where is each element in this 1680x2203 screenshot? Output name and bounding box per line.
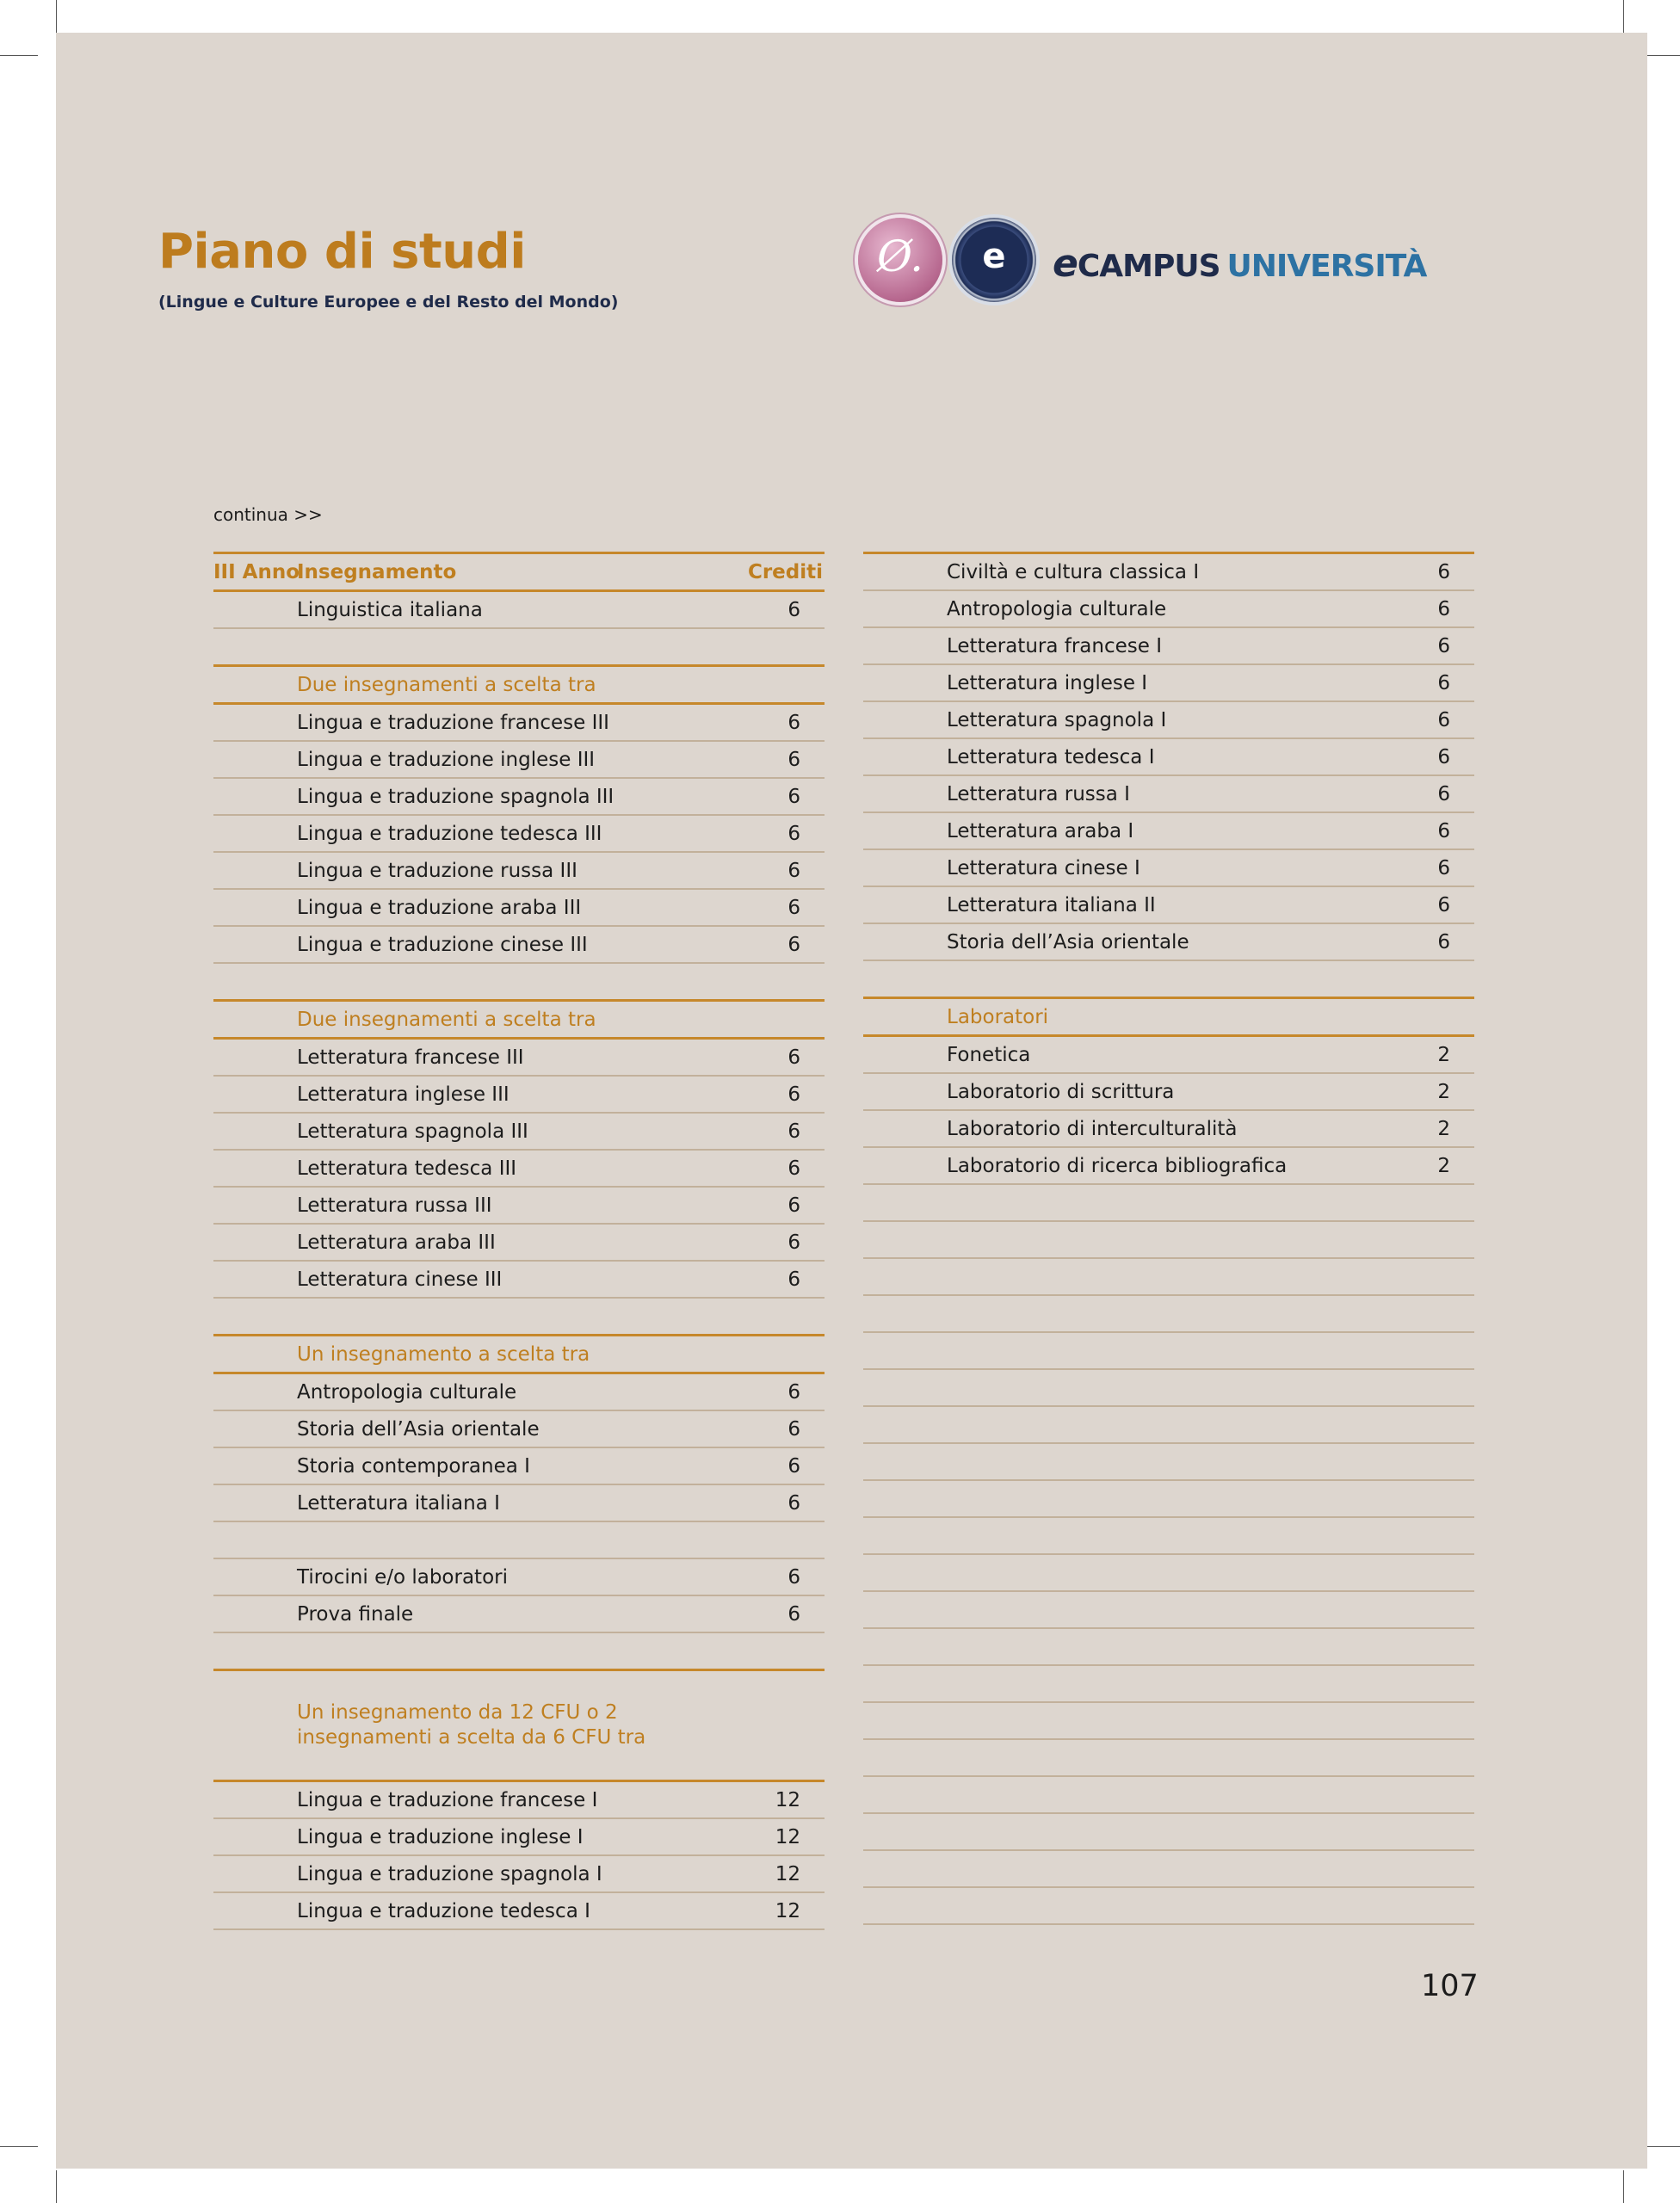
empty-cell	[1388, 1776, 1474, 1813]
page	[56, 33, 1647, 2169]
empty-row	[863, 1591, 1474, 1628]
empty-cell	[1388, 1258, 1474, 1295]
course-credits	[738, 963, 825, 1001]
course-name: Lingua e traduzione francese I	[213, 1781, 738, 1819]
course-name: Letteratura cinese I	[863, 849, 1388, 886]
course-credits: 6	[1388, 849, 1474, 886]
course-credits: 6	[1388, 738, 1474, 775]
empty-row	[863, 1369, 1474, 1406]
empty-cell	[1388, 1184, 1474, 1221]
empty-row	[863, 1813, 1474, 1850]
course-credits	[738, 1001, 825, 1039]
course-name: Letteratura russa I	[863, 775, 1388, 812]
table-row	[213, 741, 825, 778]
table-row	[213, 1892, 825, 1929]
course-name: Lingua e traduzione inglese III	[213, 741, 738, 778]
course-name: Lingua e traduzione russa III	[213, 852, 738, 889]
empty-row	[863, 1517, 1474, 1554]
course-name: Laboratorio di interculturalità	[863, 1110, 1388, 1147]
empty-cell	[1388, 1591, 1474, 1628]
empty-cell	[1388, 1517, 1474, 1554]
course-credits: 6	[738, 1595, 825, 1632]
course-name	[213, 963, 738, 1001]
course-name: Laboratorio di scrittura	[863, 1073, 1388, 1110]
empty-row	[863, 1295, 1474, 1332]
table-row	[213, 1632, 825, 1670]
course-name: Lingua e traduzione cinese III	[213, 926, 738, 963]
table-row	[213, 778, 825, 815]
table-row	[863, 590, 1474, 627]
crop-mark	[1623, 0, 1624, 33]
course-name: Lingua e traduzione spagnola I	[213, 1855, 738, 1892]
course-credits: 6	[738, 1187, 825, 1224]
empty-cell	[863, 1480, 1388, 1517]
empty-cell	[863, 1406, 1388, 1443]
table-row	[863, 553, 1474, 591]
course-credits	[1388, 960, 1474, 998]
course-credits: 6	[738, 1558, 825, 1595]
course-name	[213, 1298, 738, 1336]
year-header: III Anno	[213, 561, 300, 583]
course-name: Letteratura francese I	[863, 627, 1388, 664]
empty-row	[863, 1184, 1474, 1221]
course-name: Letteratura araba III	[213, 1224, 738, 1261]
wordmark-campus: CAMPUS	[1077, 249, 1220, 284]
course-name: Lingua e traduzione tedesca I	[213, 1892, 738, 1929]
course-credits: 6	[738, 815, 825, 852]
course-name: Civiltà e cultura classica I	[863, 553, 1388, 591]
table-row	[213, 1410, 825, 1447]
logo-group	[858, 218, 1478, 312]
course-credits: 6	[738, 1076, 825, 1113]
empty-cell	[863, 1332, 1388, 1369]
crop-mark	[56, 0, 57, 33]
course-credits: 6	[738, 1410, 825, 1447]
table-row	[213, 1150, 825, 1187]
section-heading: Un insegnamento da 12 CFU o 2 insegnamenti a scelta da 6 CFU tra	[213, 1670, 738, 1781]
course-name: Letteratura cinese III	[213, 1261, 738, 1298]
empty-cell	[1388, 1480, 1474, 1517]
table-row	[863, 923, 1474, 960]
course-name: Letteratura inglese III	[213, 1076, 738, 1113]
table-row	[213, 1447, 825, 1484]
course-credits: 6	[738, 852, 825, 889]
empty-row	[863, 1776, 1474, 1813]
ecampus-wordmark	[1053, 242, 1426, 286]
table-row	[213, 1076, 825, 1113]
empty-cell	[1388, 1702, 1474, 1739]
table-row	[213, 1855, 825, 1892]
continued-label: continua >>	[213, 504, 323, 525]
page-subtitle: (Lingue e Culture Europee e del Resto del Mondo)	[158, 293, 619, 312]
empty-cell	[863, 1258, 1388, 1295]
table-row	[213, 926, 825, 963]
table-row	[213, 628, 825, 666]
course-credits: 12	[738, 1892, 825, 1929]
course-credits: 6	[738, 704, 825, 742]
course-name	[213, 628, 738, 666]
course-credits: 6	[1388, 553, 1474, 591]
table-header-row	[213, 553, 825, 591]
course-name: Laboratorio di ricerca bibliografica	[863, 1147, 1388, 1184]
empty-cell	[863, 1295, 1388, 1332]
course-credits	[738, 1521, 825, 1558]
section-heading-row	[213, 666, 825, 704]
crop-mark	[56, 2170, 57, 2203]
course-credits: 6	[1388, 812, 1474, 849]
table-row	[863, 775, 1474, 812]
table-row	[863, 849, 1474, 886]
table-row	[213, 1039, 825, 1077]
wordmark-e: e	[1053, 242, 1078, 286]
table-row	[213, 889, 825, 926]
course-credits: 6	[1388, 627, 1474, 664]
empty-cell	[863, 1591, 1388, 1628]
course-name: Letteratura inglese I	[863, 664, 1388, 701]
study-plan-table-right	[863, 552, 1474, 1925]
section-heading-row	[213, 1001, 825, 1039]
empty-cell	[1388, 1221, 1474, 1258]
course-name: Lingua e traduzione spagnola III	[213, 778, 738, 815]
course-credits: 2	[1388, 1147, 1474, 1184]
table-row	[863, 1036, 1474, 1074]
empty-row	[863, 1406, 1474, 1443]
crop-mark	[0, 55, 38, 56]
course-credits: 6	[738, 591, 825, 629]
empty-cell	[863, 1221, 1388, 1258]
empty-row	[863, 1221, 1474, 1258]
empty-cell	[1388, 1850, 1474, 1887]
empty-cell	[863, 1850, 1388, 1887]
course-name: Storia dell’Asia orientale	[213, 1410, 738, 1447]
empty-row	[863, 1887, 1474, 1924]
course-name: Letteratura spagnola III	[213, 1113, 738, 1150]
course-name: Letteratura italiana II	[863, 886, 1388, 923]
course-name: Lingua e traduzione inglese I	[213, 1818, 738, 1855]
empty-cell	[863, 1887, 1388, 1924]
course-credits: 6	[1388, 775, 1474, 812]
course-name: Antropologia culturale	[863, 590, 1388, 627]
course-credits: 6	[738, 778, 825, 815]
empty-cell	[1388, 1665, 1474, 1702]
credits-header: Crediti	[738, 553, 825, 591]
table-row	[863, 738, 1474, 775]
university-seal-logo	[858, 218, 942, 302]
course-name: Letteratura tedesca I	[863, 738, 1388, 775]
empty-cell	[863, 1184, 1388, 1221]
empty-cell	[863, 1554, 1388, 1591]
table-row	[213, 1113, 825, 1150]
empty-row	[863, 1702, 1474, 1739]
empty-cell	[863, 1628, 1388, 1665]
course-name: Antropologia culturale	[213, 1373, 738, 1411]
table-row	[213, 963, 825, 1001]
course-credits: 6	[738, 889, 825, 926]
seal-glyph: e	[982, 237, 1006, 276]
course-header-cell	[213, 553, 738, 591]
section-heading-row	[213, 1336, 825, 1373]
empty-row	[863, 1850, 1474, 1887]
section-heading: Due insegnamenti a scelta tra	[213, 666, 738, 704]
course-name: Fonetica	[863, 1036, 1388, 1074]
empty-row	[863, 1332, 1474, 1369]
course-credits: 6	[1388, 590, 1474, 627]
course-credits: 6	[738, 1484, 825, 1521]
course-credits: 6	[1388, 923, 1474, 960]
course-credits	[738, 1670, 825, 1781]
empty-cell	[1388, 1887, 1474, 1924]
course-name: Linguistica italiana	[213, 591, 738, 629]
course-credits: 6	[738, 1113, 825, 1150]
course-credits	[1388, 998, 1474, 1036]
course-credits: 12	[738, 1781, 825, 1819]
empty-cell	[863, 1665, 1388, 1702]
course-name: Tirocini e/o laboratori	[213, 1558, 738, 1595]
section-heading-row	[213, 1670, 825, 1781]
table-row	[213, 815, 825, 852]
empty-cell	[863, 1517, 1388, 1554]
course-credits	[738, 1632, 825, 1670]
course-credits	[738, 1336, 825, 1373]
table-row	[213, 1818, 825, 1855]
course-credits: 2	[1388, 1110, 1474, 1147]
course-credits: 6	[738, 1224, 825, 1261]
empty-cell	[1388, 1295, 1474, 1332]
course-name: Lingua e traduzione tedesca III	[213, 815, 738, 852]
course-credits	[738, 1298, 825, 1336]
empty-cell	[1388, 1443, 1474, 1480]
course-credits: 2	[1388, 1036, 1474, 1074]
empty-cell	[1388, 1739, 1474, 1776]
course-credits: 6	[1388, 664, 1474, 701]
wordmark-universita: UNIVERSITÀ	[1226, 249, 1427, 284]
empty-cell	[863, 1702, 1388, 1739]
table-row	[863, 886, 1474, 923]
table-row	[213, 1781, 825, 1819]
empty-cell	[1388, 1406, 1474, 1443]
study-plan-table-left	[213, 552, 825, 1930]
course-credits: 6	[1388, 886, 1474, 923]
empty-row	[863, 1258, 1474, 1295]
course-header: Insegnamento	[297, 560, 457, 583]
course-name	[213, 1521, 738, 1558]
course-credits: 6	[738, 1447, 825, 1484]
course-credits: 2	[1388, 1073, 1474, 1110]
course-credits	[738, 628, 825, 666]
empty-cell	[863, 1369, 1388, 1406]
table-row	[213, 1224, 825, 1261]
seal-glyph: Ø.	[877, 231, 923, 281]
empty-cell	[1388, 1369, 1474, 1406]
course-credits: 12	[738, 1818, 825, 1855]
empty-cell	[863, 1813, 1388, 1850]
table-row	[213, 1298, 825, 1336]
course-name	[213, 1632, 738, 1670]
course-name: Storia dell’Asia orientale	[863, 923, 1388, 960]
course-name	[863, 960, 1388, 998]
ecampus-seal-logo	[952, 218, 1036, 302]
table-row	[863, 627, 1474, 664]
course-credits: 6	[738, 1150, 825, 1187]
table-row	[863, 1147, 1474, 1184]
course-credits	[738, 666, 825, 704]
crop-mark	[1642, 2146, 1680, 2147]
table-row	[213, 1484, 825, 1521]
empty-row	[863, 1628, 1474, 1665]
table-row	[863, 960, 1474, 998]
table-row	[213, 852, 825, 889]
course-credits: 12	[738, 1855, 825, 1892]
table-row	[213, 1187, 825, 1224]
course-credits: 6	[738, 741, 825, 778]
section-heading: Due insegnamenti a scelta tra	[213, 1001, 738, 1039]
table-row	[863, 701, 1474, 738]
empty-row	[863, 1665, 1474, 1702]
table-row	[213, 591, 825, 629]
table-row	[863, 1073, 1474, 1110]
course-name: Prova finale	[213, 1595, 738, 1632]
table-row	[213, 1558, 825, 1595]
course-credits: 6	[738, 926, 825, 963]
empty-cell	[1388, 1628, 1474, 1665]
empty-row	[863, 1739, 1474, 1776]
empty-cell	[1388, 1554, 1474, 1591]
course-name: Lingua e traduzione araba III	[213, 889, 738, 926]
course-name: Letteratura italiana I	[213, 1484, 738, 1521]
section-heading: Laboratori	[863, 998, 1388, 1036]
table-row	[863, 1110, 1474, 1147]
empty-row	[863, 1443, 1474, 1480]
empty-row	[863, 1554, 1474, 1591]
course-name: Letteratura tedesca III	[213, 1150, 738, 1187]
course-name: Letteratura araba I	[863, 812, 1388, 849]
table-row	[213, 1521, 825, 1558]
crop-mark	[0, 2146, 38, 2147]
section-heading: Un insegnamento a scelta tra	[213, 1336, 738, 1373]
table-row	[863, 664, 1474, 701]
course-name: Letteratura francese III	[213, 1039, 738, 1077]
course-credits: 6	[738, 1373, 825, 1411]
empty-cell	[1388, 1332, 1474, 1369]
empty-row	[863, 1480, 1474, 1517]
table-row	[213, 1373, 825, 1411]
course-credits: 6	[1388, 701, 1474, 738]
table-row	[863, 812, 1474, 849]
table-row	[213, 1595, 825, 1632]
course-name: Lingua e traduzione francese III	[213, 704, 738, 742]
course-credits: 6	[738, 1261, 825, 1298]
section-heading-row	[863, 998, 1474, 1036]
course-name: Storia contemporanea I	[213, 1447, 738, 1484]
course-credits: 6	[738, 1039, 825, 1077]
table-row	[213, 704, 825, 742]
crop-mark	[1642, 55, 1680, 56]
table-row	[213, 1261, 825, 1298]
empty-cell	[1388, 1813, 1474, 1850]
course-name: Letteratura russa III	[213, 1187, 738, 1224]
empty-cell	[863, 1443, 1388, 1480]
page-number: 107	[1421, 1969, 1479, 2003]
page-title: Piano di studi	[158, 224, 526, 280]
empty-cell	[863, 1739, 1388, 1776]
empty-cell	[863, 1776, 1388, 1813]
course-name: Letteratura spagnola I	[863, 701, 1388, 738]
crop-mark	[1623, 2170, 1624, 2203]
